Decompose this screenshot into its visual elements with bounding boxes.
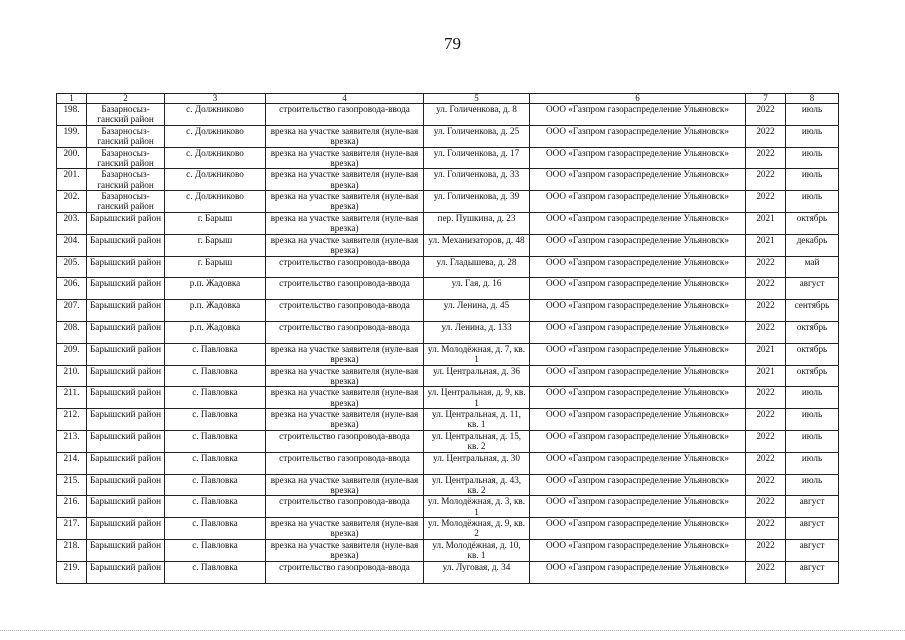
row-number-cell: 198. (57, 104, 87, 126)
year-cell: 2022 (746, 147, 786, 169)
settlement-cell: с. Павловка (165, 561, 266, 583)
settlement-cell: р.п. Жадовка (165, 321, 266, 343)
year-cell: 2022 (746, 474, 786, 496)
address-cell: ул. Механизаторов, д. 48 (424, 234, 530, 256)
organization-cell: ООО «Газпром газораспределение Ульяновск» (530, 452, 746, 474)
year-cell: 2022 (746, 430, 786, 452)
work-type-cell: врезка на участке заявителя (нуле-вая врезка) (266, 343, 424, 365)
row-number-cell: 210. (57, 365, 87, 387)
month-cell: октябрь (786, 365, 839, 387)
organization-cell: ООО «Газпром газораспределение Ульяновск» (530, 561, 746, 583)
settlement-cell: с. Павловка (165, 387, 266, 409)
year-cell: 2022 (746, 191, 786, 213)
district-cell: Барышский район (87, 474, 165, 496)
work-type-cell: строительство газопровода-ввода (266, 300, 424, 322)
table-row (57, 300, 839, 322)
work-type-cell: строительство газопровода-ввода (266, 452, 424, 474)
month-cell: июль (786, 474, 839, 496)
table-row (57, 212, 839, 234)
organization-cell: ООО «Газпром газораспределение Ульяновск» (530, 430, 746, 452)
district-cell: Барышский район (87, 430, 165, 452)
work-type-cell: врезка на участке заявителя (нуле-вая врезка) (266, 365, 424, 387)
settlement-cell: с. Должниково (165, 147, 266, 169)
organization-cell: ООО «Газпром газораспределение Ульяновск» (530, 147, 746, 169)
table-row (57, 256, 839, 278)
header-cell: 4 (266, 94, 424, 104)
address-cell: ул. Голиченкова, д. 39 (424, 191, 530, 213)
row-number-cell: 213. (57, 430, 87, 452)
settlement-cell: с. Павловка (165, 343, 266, 365)
row-number-cell: 211. (57, 387, 87, 409)
row-number-cell: 205. (57, 256, 87, 278)
settlement-cell: с. Павловка (165, 474, 266, 496)
month-cell: июль (786, 387, 839, 409)
year-cell: 2022 (746, 169, 786, 191)
district-cell: Барышский район (87, 539, 165, 561)
year-cell: 2022 (746, 561, 786, 583)
address-cell: ул. Гая, д. 16 (424, 278, 530, 300)
district-cell: Барышский район (87, 321, 165, 343)
address-cell: ул. Центральная, д. 36 (424, 365, 530, 387)
address-cell: ул. Центральная, д. 9, кв. 1 (424, 387, 530, 409)
work-type-cell: врезка на участке заявителя (нуле-вая врезка) (266, 474, 424, 496)
work-type-cell: врезка на участке заявителя (нуле-вая врезка) (266, 169, 424, 191)
row-number-cell: 219. (57, 561, 87, 583)
organization-cell: ООО «Газпром газораспределение Ульяновск» (530, 474, 746, 496)
address-cell: ул. Голиченкова, д. 8 (424, 104, 530, 126)
table-row (57, 147, 839, 169)
organization-cell: ООО «Газпром газораспределение Ульяновск» (530, 278, 746, 300)
month-cell: июль (786, 147, 839, 169)
month-cell: август (786, 561, 839, 583)
gasification-schedule-table (56, 93, 839, 584)
table-row (57, 387, 839, 409)
year-cell: 2022 (746, 278, 786, 300)
table-row (57, 518, 839, 540)
row-number-cell: 206. (57, 278, 87, 300)
table-row (57, 539, 839, 561)
month-cell: июль (786, 452, 839, 474)
settlement-cell: с. Павловка (165, 452, 266, 474)
year-cell: 2021 (746, 365, 786, 387)
settlement-cell: с. Павловка (165, 496, 266, 518)
header-cell: 7 (746, 94, 786, 104)
year-cell: 2022 (746, 452, 786, 474)
month-cell: май (786, 256, 839, 278)
settlement-cell: с. Должниково (165, 104, 266, 126)
row-number-cell: 217. (57, 518, 87, 540)
year-cell: 2021 (746, 212, 786, 234)
row-number-cell: 199. (57, 125, 87, 147)
settlement-cell: с. Павловка (165, 409, 266, 431)
month-cell: август (786, 496, 839, 518)
row-number-cell: 212. (57, 409, 87, 431)
table-row (57, 104, 839, 126)
year-cell: 2022 (746, 125, 786, 147)
row-number-cell: 209. (57, 343, 87, 365)
month-cell: октябрь (786, 212, 839, 234)
work-type-cell: врезка на участке заявителя (нуле-вая врезка) (266, 191, 424, 213)
district-cell: Барышский район (87, 343, 165, 365)
organization-cell: ООО «Газпром газораспределение Ульяновск» (530, 387, 746, 409)
address-cell: пер. Пушкина, д. 23 (424, 212, 530, 234)
organization-cell: ООО «Газпром газораспределение Ульяновск» (530, 365, 746, 387)
row-number-cell: 203. (57, 212, 87, 234)
settlement-cell: с. Павловка (165, 518, 266, 540)
month-cell: август (786, 278, 839, 300)
month-cell: июль (786, 430, 839, 452)
page-number: 79 (444, 34, 461, 53)
header-cell: 5 (424, 94, 530, 104)
address-cell: ул. Ленина, д. 45 (424, 300, 530, 322)
address-cell: ул. Центральная, д. 15, кв. 2 (424, 430, 530, 452)
organization-cell: ООО «Газпром газораспределение Ульяновск» (530, 169, 746, 191)
table-row (57, 365, 839, 387)
work-type-cell: врезка на участке заявителя (нуле-вая врезка) (266, 125, 424, 147)
year-cell: 2022 (746, 409, 786, 431)
address-cell: ул. Ленина, д. 133 (424, 321, 530, 343)
work-type-cell: врезка на участке заявителя (нуле-вая врезка) (266, 409, 424, 431)
header-cell: 3 (165, 94, 266, 104)
table-row (57, 409, 839, 431)
row-number-cell: 200. (57, 147, 87, 169)
address-cell: ул. Гладышева, д. 28 (424, 256, 530, 278)
scan-edge (0, 630, 905, 633)
work-type-cell: строительство газопровода-ввода (266, 321, 424, 343)
district-cell: Барышский район (87, 212, 165, 234)
settlement-cell: г. Барыш (165, 256, 266, 278)
settlement-cell: с. Должниково (165, 125, 266, 147)
organization-cell: ООО «Газпром газораспределение Ульяновск» (530, 518, 746, 540)
row-number-cell: 214. (57, 452, 87, 474)
work-type-cell: врезка на участке заявителя (нуле-вая врезка) (266, 234, 424, 256)
work-type-cell: врезка на участке заявителя (нуле-вая врезка) (266, 518, 424, 540)
organization-cell: ООО «Газпром газораспределение Ульяновск» (530, 191, 746, 213)
year-cell: 2022 (746, 539, 786, 561)
table-row (57, 496, 839, 518)
work-type-cell: строительство газопровода-ввода (266, 256, 424, 278)
organization-cell: ООО «Газпром газораспределение Ульяновск» (530, 125, 746, 147)
work-type-cell: врезка на участке заявителя (нуле-вая врезка) (266, 147, 424, 169)
table-row (57, 191, 839, 213)
settlement-cell: с. Павловка (165, 539, 266, 561)
work-type-cell: врезка на участке заявителя (нуле-вая врезка) (266, 212, 424, 234)
month-cell: июль (786, 104, 839, 126)
table-row (57, 452, 839, 474)
district-cell: Базарносыз-ганский район (87, 125, 165, 147)
address-cell: ул. Центральная, д. 30 (424, 452, 530, 474)
work-type-cell: строительство газопровода-ввода (266, 430, 424, 452)
header-cell: 1 (57, 94, 87, 104)
district-cell: Базарносыз-ганский район (87, 104, 165, 126)
district-cell: Барышский район (87, 300, 165, 322)
table-row (57, 343, 839, 365)
work-type-cell: строительство газопровода-ввода (266, 104, 424, 126)
table-row (57, 321, 839, 343)
district-cell: Барышский район (87, 409, 165, 431)
district-cell: Барышский район (87, 561, 165, 583)
district-cell: Барышский район (87, 256, 165, 278)
organization-cell: ООО «Газпром газораспределение Ульяновск» (530, 496, 746, 518)
table-row (57, 278, 839, 300)
settlement-cell: р.п. Жадовка (165, 300, 266, 322)
district-cell: Барышский район (87, 278, 165, 300)
month-cell: сентябрь (786, 300, 839, 322)
month-cell: июль (786, 409, 839, 431)
header-cell: 8 (786, 94, 839, 104)
month-cell: декабрь (786, 234, 839, 256)
table-row (57, 430, 839, 452)
table-row (57, 125, 839, 147)
table-row (57, 474, 839, 496)
organization-cell: ООО «Газпром газораспределение Ульяновск» (530, 256, 746, 278)
year-cell: 2021 (746, 343, 786, 365)
row-number-cell: 204. (57, 234, 87, 256)
organization-cell: ООО «Газпром газораспределение Ульяновск» (530, 539, 746, 561)
settlement-cell: г. Барыш (165, 212, 266, 234)
settlement-cell: с. Должниково (165, 191, 266, 213)
settlement-cell: с. Павловка (165, 365, 266, 387)
work-type-cell: строительство газопровода-ввода (266, 496, 424, 518)
month-cell: август (786, 518, 839, 540)
district-cell: Базарносыз-ганский район (87, 169, 165, 191)
address-cell: ул. Центральная, д. 43, кв. 2 (424, 474, 530, 496)
month-cell: октябрь (786, 343, 839, 365)
address-cell: ул. Голиченкова, д. 33 (424, 169, 530, 191)
table-row (57, 169, 839, 191)
work-type-cell: строительство газопровода-ввода (266, 561, 424, 583)
address-cell: ул. Молодёжная, д. 3, кв. 1 (424, 496, 530, 518)
district-cell: Барышский район (87, 234, 165, 256)
year-cell: 2022 (746, 518, 786, 540)
table-row (57, 561, 839, 583)
work-type-cell: строительство газопровода-ввода (266, 278, 424, 300)
month-cell: июль (786, 191, 839, 213)
settlement-cell: с. Должниково (165, 169, 266, 191)
row-number-cell: 216. (57, 496, 87, 518)
row-number-cell: 218. (57, 539, 87, 561)
organization-cell: ООО «Газпром газораспределение Ульяновск» (530, 104, 746, 126)
district-cell: Барышский район (87, 452, 165, 474)
row-number-cell: 202. (57, 191, 87, 213)
district-cell: Барышский район (87, 365, 165, 387)
table-row (57, 234, 839, 256)
row-number-cell: 207. (57, 300, 87, 322)
organization-cell: ООО «Газпром газораспределение Ульяновск» (530, 321, 746, 343)
year-cell: 2022 (746, 104, 786, 126)
address-cell: ул. Голиченкова, д. 25 (424, 125, 530, 147)
header-cell: 6 (530, 94, 746, 104)
row-number-cell: 208. (57, 321, 87, 343)
address-cell: ул. Молодёжная, д. 9, кв. 2 (424, 518, 530, 540)
address-cell: ул. Центральная, д. 11, кв. 1 (424, 409, 530, 431)
address-cell: ул. Голиченкова, д. 17 (424, 147, 530, 169)
district-cell: Барышский район (87, 496, 165, 518)
work-type-cell: врезка на участке заявителя (нуле-вая врезка) (266, 539, 424, 561)
organization-cell: ООО «Газпром газораспределение Ульяновск» (530, 212, 746, 234)
year-cell: 2022 (746, 387, 786, 409)
year-cell: 2022 (746, 256, 786, 278)
settlement-cell: с. Павловка (165, 430, 266, 452)
organization-cell: ООО «Газпром газораспределение Ульяновск» (530, 343, 746, 365)
settlement-cell: г. Барыш (165, 234, 266, 256)
header-cell: 2 (87, 94, 165, 104)
row-number-cell: 215. (57, 474, 87, 496)
work-type-cell: врезка на участке заявителя (нуле-вая врезка) (266, 387, 424, 409)
month-cell: июль (786, 169, 839, 191)
organization-cell: ООО «Газпром газораспределение Ульяновск» (530, 234, 746, 256)
row-number-cell: 201. (57, 169, 87, 191)
address-cell: ул. Молодёжная, д. 7, кв. 1 (424, 343, 530, 365)
settlement-cell: р.п. Жадовка (165, 278, 266, 300)
district-cell: Барышский район (87, 518, 165, 540)
organization-cell: ООО «Газпром газораспределение Ульяновск» (530, 300, 746, 322)
district-cell: Базарносыз-ганский район (87, 191, 165, 213)
header-row (57, 94, 839, 104)
district-cell: Барышский район (87, 387, 165, 409)
month-cell: август (786, 539, 839, 561)
organization-cell: ООО «Газпром газораспределение Ульяновск» (530, 409, 746, 431)
year-cell: 2022 (746, 496, 786, 518)
month-cell: октябрь (786, 321, 839, 343)
district-cell: Базарносыз-ганский район (87, 147, 165, 169)
year-cell: 2022 (746, 321, 786, 343)
month-cell: июль (786, 125, 839, 147)
address-cell: ул. Молодёжная, д. 10, кв. 1 (424, 539, 530, 561)
year-cell: 2021 (746, 234, 786, 256)
address-cell: ул. Луговая, д. 34 (424, 561, 530, 583)
year-cell: 2022 (746, 300, 786, 322)
